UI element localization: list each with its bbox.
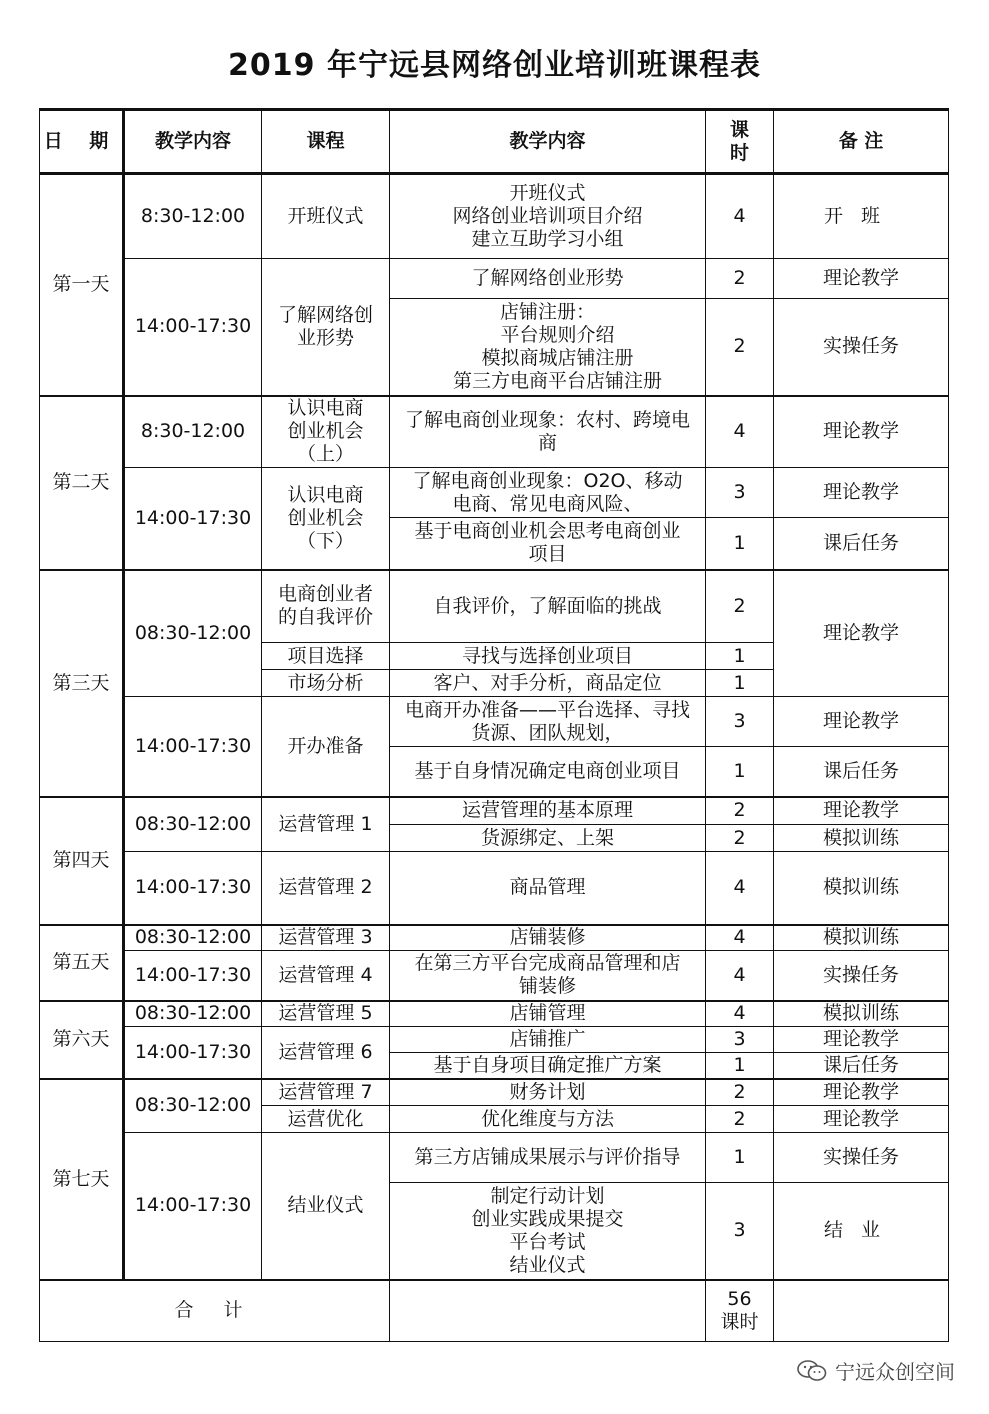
header-time: 教学内容 (124, 110, 262, 174)
header-hours: 课 时 (706, 110, 774, 174)
time-cell: 8:30-12:00 (124, 396, 262, 468)
table-row (40, 396, 949, 468)
course-cell: 运营优化 (262, 1106, 390, 1133)
note-cell: 理论教学 (774, 1027, 949, 1053)
hours-cell: 4 (706, 925, 774, 951)
header-note: 备 注 (774, 110, 949, 174)
wechat-icon (797, 1360, 827, 1382)
time-cell: 8:30-12:00 (124, 174, 262, 259)
content-cell: 第三方店铺成果展示与评价指导 (390, 1133, 706, 1183)
note-cell: 理论教学 (774, 468, 949, 518)
hours-cell: 2 (706, 259, 774, 299)
hours-cell: 4 (706, 174, 774, 259)
day-cell: 第二天 (40, 396, 124, 570)
table-row (40, 1133, 949, 1183)
hours-cell: 2 (706, 570, 774, 643)
content-cell: 商品管理 (390, 852, 706, 925)
hours-cell: 3 (706, 1183, 774, 1280)
course-cell: 认识电商 创业机会 （上） (262, 396, 390, 468)
course-cell: 运营管理 3 (262, 925, 390, 951)
table-row (40, 468, 949, 518)
course-cell: 开办准备 (262, 697, 390, 797)
hours-cell: 1 (706, 518, 774, 570)
hours-cell: 4 (706, 1001, 774, 1027)
hours-cell: 1 (706, 1133, 774, 1183)
total-hours: 56 课时 (706, 1280, 774, 1342)
note-cell: 实操任务 (774, 1133, 949, 1183)
table-row (40, 951, 949, 1001)
course-cell: 结业仪式 (262, 1133, 390, 1280)
table-row (40, 570, 949, 643)
content-cell: 店铺注册： 平台规则介绍 模拟商城店铺注册 第三方电商平台店铺注册 (390, 299, 706, 396)
time-cell: 14:00-17:30 (124, 1133, 262, 1280)
content-cell: 了解电商创业现象：O2O、移动 电商、常见电商风险、 (390, 468, 706, 518)
content-cell: 自我评价，了解面临的挑战 (390, 570, 706, 643)
hours-cell: 2 (706, 1106, 774, 1133)
hours-cell: 4 (706, 852, 774, 925)
course-cell: 市场分析 (262, 670, 390, 697)
note-cell: 理论教学 (774, 396, 949, 468)
hours-cell: 1 (706, 670, 774, 697)
hours-cell: 1 (706, 643, 774, 670)
content-cell: 店铺装修 (390, 925, 706, 951)
note-cell: 模拟训练 (774, 1001, 949, 1027)
content-cell: 运营管理的基本原理 (390, 797, 706, 825)
time-cell: 08:30-12:00 (124, 797, 262, 852)
hours-cell: 1 (706, 1053, 774, 1079)
day-cell: 第五天 (40, 925, 124, 1001)
total-content-empty (390, 1280, 706, 1342)
table-row (40, 1001, 949, 1027)
day-cell: 第一天 (40, 174, 124, 396)
hours-cell: 4 (706, 951, 774, 1001)
course-cell: 运营管理 6 (262, 1027, 390, 1079)
time-cell: 14:00-17:30 (124, 1027, 262, 1079)
content-cell: 寻找与选择创业项目 (390, 643, 706, 670)
course-cell: 运营管理 2 (262, 852, 390, 925)
content-cell: 在第三方平台完成商品管理和店 铺装修 (390, 951, 706, 1001)
content-cell: 了解网络创业形势 (390, 259, 706, 299)
hours-cell: 2 (706, 299, 774, 396)
table-row (40, 1079, 949, 1106)
day-cell: 第三天 (40, 570, 124, 797)
course-cell: 运营管理 5 (262, 1001, 390, 1027)
course-cell: 了解网络创 业形势 (262, 259, 390, 396)
table-row (40, 852, 949, 925)
note-cell: 理论教学 (774, 570, 949, 697)
hours-cell: 2 (706, 1079, 774, 1106)
total-row (40, 1280, 949, 1342)
note-cell: 理论教学 (774, 697, 949, 747)
note-cell: 理论教学 (774, 259, 949, 299)
hours-cell: 2 (706, 825, 774, 852)
page-title: 2019 年宁远县网络创业培训班课程表 (228, 48, 761, 83)
note-cell: 模拟训练 (774, 925, 949, 951)
content-cell: 基于电商创业机会思考电商创业 项目 (390, 518, 706, 570)
header-course: 课程 (262, 110, 390, 174)
table-row (40, 697, 949, 747)
table-row (40, 797, 949, 825)
course-cell: 电商创业者 的自我评价 (262, 570, 390, 643)
time-cell: 08:30-12:00 (124, 1001, 262, 1027)
course-cell: 项目选择 (262, 643, 390, 670)
note-cell: 模拟训练 (774, 825, 949, 852)
note-cell: 模拟训练 (774, 852, 949, 925)
content-cell: 货源绑定、上架 (390, 825, 706, 852)
note-cell: 实操任务 (774, 299, 949, 396)
header-date: 日 期 (40, 110, 124, 174)
header-row (40, 110, 949, 174)
course-cell: 认识电商 创业机会 （下） (262, 468, 390, 570)
hours-cell: 1 (706, 747, 774, 797)
table-row (40, 174, 949, 259)
note-cell: 开班 (774, 174, 949, 259)
time-cell: 14:00-17:30 (124, 951, 262, 1001)
time-cell: 08:30-12:00 (124, 925, 262, 951)
note-cell: 理论教学 (774, 797, 949, 825)
content-cell: 基于自身项目确定推广方案 (390, 1053, 706, 1079)
course-cell: 运营管理 1 (262, 797, 390, 852)
time-cell: 14:00-17:30 (124, 468, 262, 570)
table-row (40, 925, 949, 951)
content-cell: 电商开办准备——平台选择、寻找 货源、团队规划， (390, 697, 706, 747)
hours-cell: 2 (706, 797, 774, 825)
note-cell: 理论教学 (774, 1079, 949, 1106)
watermark-text: 宁远众创空间 (835, 1360, 955, 1384)
time-cell: 14:00-17:30 (124, 852, 262, 925)
note-cell: 课后任务 (774, 747, 949, 797)
table-row (40, 259, 949, 299)
content-cell: 财务计划 (390, 1079, 706, 1106)
content-cell: 制定行动计划 创业实践成果提交 平台考试 结业仪式 (390, 1183, 706, 1280)
course-cell: 开班仪式 (262, 174, 390, 259)
note-cell: 实操任务 (774, 951, 949, 1001)
day-cell: 第七天 (40, 1079, 124, 1280)
content-cell: 客户、对手分析，商品定位 (390, 670, 706, 697)
content-cell: 开班仪式 网络创业培训项目介绍 建立互助学习小组 (390, 174, 706, 259)
table-row (40, 1027, 949, 1053)
content-cell: 店铺推广 (390, 1027, 706, 1053)
course-cell: 运营管理 4 (262, 951, 390, 1001)
time-cell: 08:30-12:00 (124, 570, 262, 697)
total-note-empty (774, 1280, 949, 1342)
content-cell: 基于自身情况确定电商创业项目 (390, 747, 706, 797)
hours-cell: 3 (706, 468, 774, 518)
hours-cell: 3 (706, 697, 774, 747)
note-cell: 课后任务 (774, 1053, 949, 1079)
note-cell: 课后任务 (774, 518, 949, 570)
day-cell: 第四天 (40, 797, 124, 925)
schedule-table (39, 108, 949, 1342)
note-cell: 结业 (774, 1183, 949, 1280)
time-cell: 14:00-17:30 (124, 697, 262, 797)
time-cell: 14:00-17:30 (124, 259, 262, 396)
note-cell: 理论教学 (774, 1106, 949, 1133)
course-cell: 运营管理 7 (262, 1079, 390, 1106)
content-cell: 优化维度与方法 (390, 1106, 706, 1133)
content-cell: 了解电商创业现象：农村、跨境电 商 (390, 396, 706, 468)
header-content: 教学内容 (390, 110, 706, 174)
hours-cell: 4 (706, 396, 774, 468)
time-cell: 08:30-12:00 (124, 1079, 262, 1133)
total-label: 合 计 (40, 1280, 390, 1342)
day-cell: 第六天 (40, 1001, 124, 1079)
hours-cell: 3 (706, 1027, 774, 1053)
watermark (797, 1356, 955, 1385)
content-cell: 店铺管理 (390, 1001, 706, 1027)
